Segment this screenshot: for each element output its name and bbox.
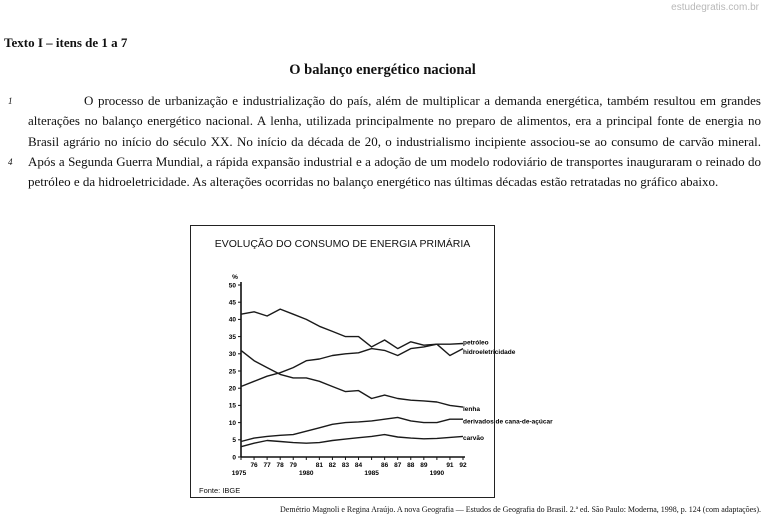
chart-source: Fonte: IBGE — [199, 486, 241, 495]
line-marker-4: 4 — [8, 157, 13, 167]
series-label: carvão — [463, 435, 484, 443]
series-line — [241, 344, 463, 386]
x-tick-label: 78 — [276, 462, 284, 469]
y-tick-label: 10 — [228, 419, 236, 427]
x-tick-label: 81 — [315, 462, 323, 469]
series-label: lenha — [463, 406, 480, 414]
x-tick-label: 76 — [250, 462, 258, 469]
y-tick-label: 50 — [228, 282, 236, 290]
x-tick-label: 87 — [394, 462, 402, 469]
y-tick-label: 15 — [228, 402, 236, 410]
energy-chart — [190, 225, 553, 498]
x-tick-label: 1990 — [429, 470, 445, 477]
y-tick-label: 25 — [228, 368, 236, 376]
x-tick-label: 83 — [341, 462, 350, 469]
y-tick-label: 45 — [228, 299, 236, 307]
series-label: hidroeletricidade — [463, 349, 516, 357]
series-label: petróleo — [463, 339, 489, 347]
x-tick-label: 1980 — [299, 470, 314, 477]
y-tick-label: 0 — [232, 454, 236, 462]
y-tick-label: 30 — [228, 351, 236, 359]
series-label: derivados de cana-de-açúcar — [463, 418, 553, 426]
y-tick-label: 35 — [228, 333, 236, 341]
chart-title: EVOLUÇÃO DO CONSUMO DE ENERGIA PRIMÁRIA — [214, 238, 471, 250]
line-marker-1: 1 — [8, 96, 13, 106]
chart-plot-area — [191, 226, 553, 497]
section-header: Texto I – itens de 1 a 7 — [4, 35, 128, 50]
x-tick-label: 89 — [420, 462, 428, 469]
x-tick-label: 82 — [328, 462, 337, 469]
x-tick-label: 1985 — [364, 470, 379, 477]
x-tick-label: 1975 — [231, 470, 247, 477]
series-line — [241, 350, 463, 407]
x-tick-label: 84 — [354, 462, 363, 469]
y-tick-label: 20 — [228, 385, 236, 393]
x-tick-label: 92 — [459, 462, 467, 469]
series-line — [241, 309, 463, 349]
x-tick-label: 77 — [263, 462, 271, 469]
document-title: O balanço energético nacional — [289, 62, 476, 78]
y-tick-label: 5 — [232, 437, 236, 445]
x-tick-label: 88 — [407, 462, 415, 469]
y-axis-label: % — [232, 274, 238, 281]
body-paragraph: O processo de urbanização e industrialização do país, além de multiplicar a demanda energética, também resultou em grandes alterações no balanço energético nacional. A lenha, utilizada principalmente no preparo de alimentos, era a principal fonte de energia no Brasil agrário no início do século XX. No início da década de 20, o industrialismo incipiente associou-se ao consumo de carvão mineral. Após a Segunda Guerra Mundial, a rápida expansão industrial e a adoção de um modelo rodoviário de transportes inauguraram o reinado do petróleo e da hidroeletricidade. As alterações ocorridas no balanço energético nas últimas décadas estão retratadas no gráfico abaixo. — [28, 93, 761, 190]
y-tick-label: 40 — [228, 316, 236, 324]
x-tick-label: 91 — [446, 462, 454, 469]
x-tick-label: 86 — [381, 462, 389, 469]
x-tick-label: 79 — [289, 462, 297, 469]
citation: Demétrio Magnoli e Regina Araújo. A nova Geografia — Estudos de Geografia do Brasil. 2.ª ed. São Paulo: Moderna, 1998, p. 124 (com adaptações). — [280, 505, 761, 514]
watermark: estudegratis.com.br — [671, 2, 759, 13]
